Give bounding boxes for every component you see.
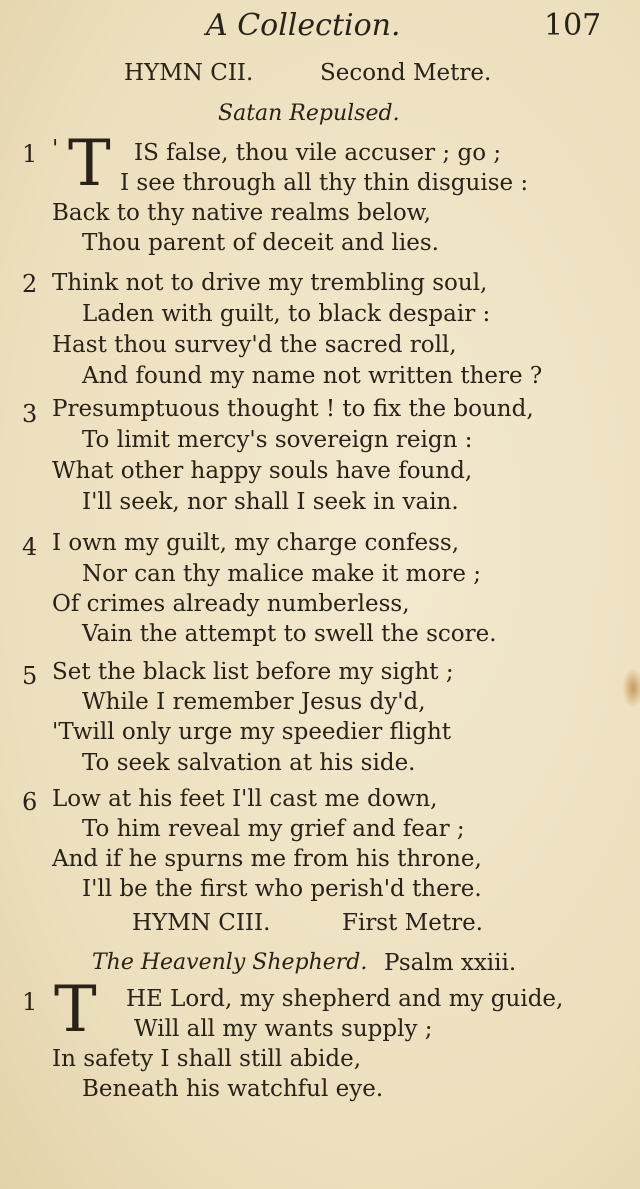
stanza-number: 1	[22, 988, 38, 1016]
hymn-103-title: The Heavenly Shepherd.	[92, 950, 368, 975]
drop-cap: T	[54, 973, 97, 1047]
stanza-number: 2	[22, 270, 38, 298]
verse-line: While I remember Jesus dy'd,	[82, 689, 426, 715]
hymn-102-metre: Second Metre.	[320, 60, 492, 86]
verse-line: Nor can thy malice make it more ;	[82, 561, 482, 587]
hymn-103-psalm: Psalm xxiii.	[384, 950, 517, 976]
verse-line: I'll seek, nor shall I seek in vain.	[82, 489, 459, 515]
verse-line: Low at his feet I'll cast me down,	[52, 786, 438, 812]
verse-line: Back to thy native realms below,	[52, 200, 431, 226]
verse-line: And found my name not written there ?	[82, 363, 543, 389]
verse-line: Laden with guilt, to black despair :	[82, 301, 491, 327]
verse-line: What other happy souls have found,	[52, 458, 473, 484]
stanza-number: 5	[22, 662, 38, 690]
running-head: A Collection.	[206, 8, 401, 43]
verse-line: I see through all thy thin disguise :	[120, 170, 529, 196]
verse-line: 'Twill only urge my speedier flight	[52, 719, 452, 745]
verse-line: To limit mercy's sovereign reign :	[82, 427, 473, 453]
stanza-number: 6	[22, 788, 38, 816]
verse-line: And if he spurns me from his throne,	[52, 846, 482, 872]
verse-line: In safety I shall still abide,	[52, 1046, 362, 1072]
stanza-number: 3	[22, 400, 38, 428]
verse-line: Set the black list before my sight ;	[52, 659, 454, 685]
verse-line: Thou parent of deceit and lies.	[82, 230, 439, 256]
verse-line: Hast thou survey'd the sacred roll,	[52, 332, 457, 358]
hymn-103-metre: First Metre.	[342, 910, 483, 936]
verse-line: To seek salvation at his side.	[82, 750, 416, 776]
verse-line: Presumptuous thought ! to fix the bound,	[52, 396, 534, 422]
hymn-102-title: Satan Repulsed.	[218, 101, 400, 126]
stanza-number: 1	[22, 140, 38, 168]
verse-line: To him reveal my grief and fear ;	[82, 816, 465, 842]
page-number: 107	[544, 8, 602, 43]
verse-line: Of crimes already numberless,	[52, 591, 410, 617]
verse-line: Will all my wants supply ;	[134, 1016, 433, 1042]
verse-line: I'll be the first who perish'd there.	[82, 876, 482, 902]
hymn-103-heading: HYMN CIII.	[132, 910, 271, 936]
paper-stain	[622, 668, 640, 708]
drop-cap: T	[68, 127, 111, 201]
verse-line: Vain the attempt to swell the score.	[82, 621, 497, 647]
hymn-102-heading: HYMN CII.	[124, 60, 254, 86]
verse-line: IS false, thou vile accuser ; go ;	[134, 140, 502, 166]
stanza-number: 4	[22, 533, 38, 561]
verse-line: Beneath his watchful eye.	[82, 1076, 384, 1102]
verse-line: HE Lord, my shepherd and my guide,	[126, 986, 564, 1012]
apostrophe: '	[52, 136, 59, 162]
verse-line: I own my guilt, my charge confess,	[52, 530, 460, 556]
verse-line: Think not to drive my trembling soul,	[52, 270, 488, 296]
